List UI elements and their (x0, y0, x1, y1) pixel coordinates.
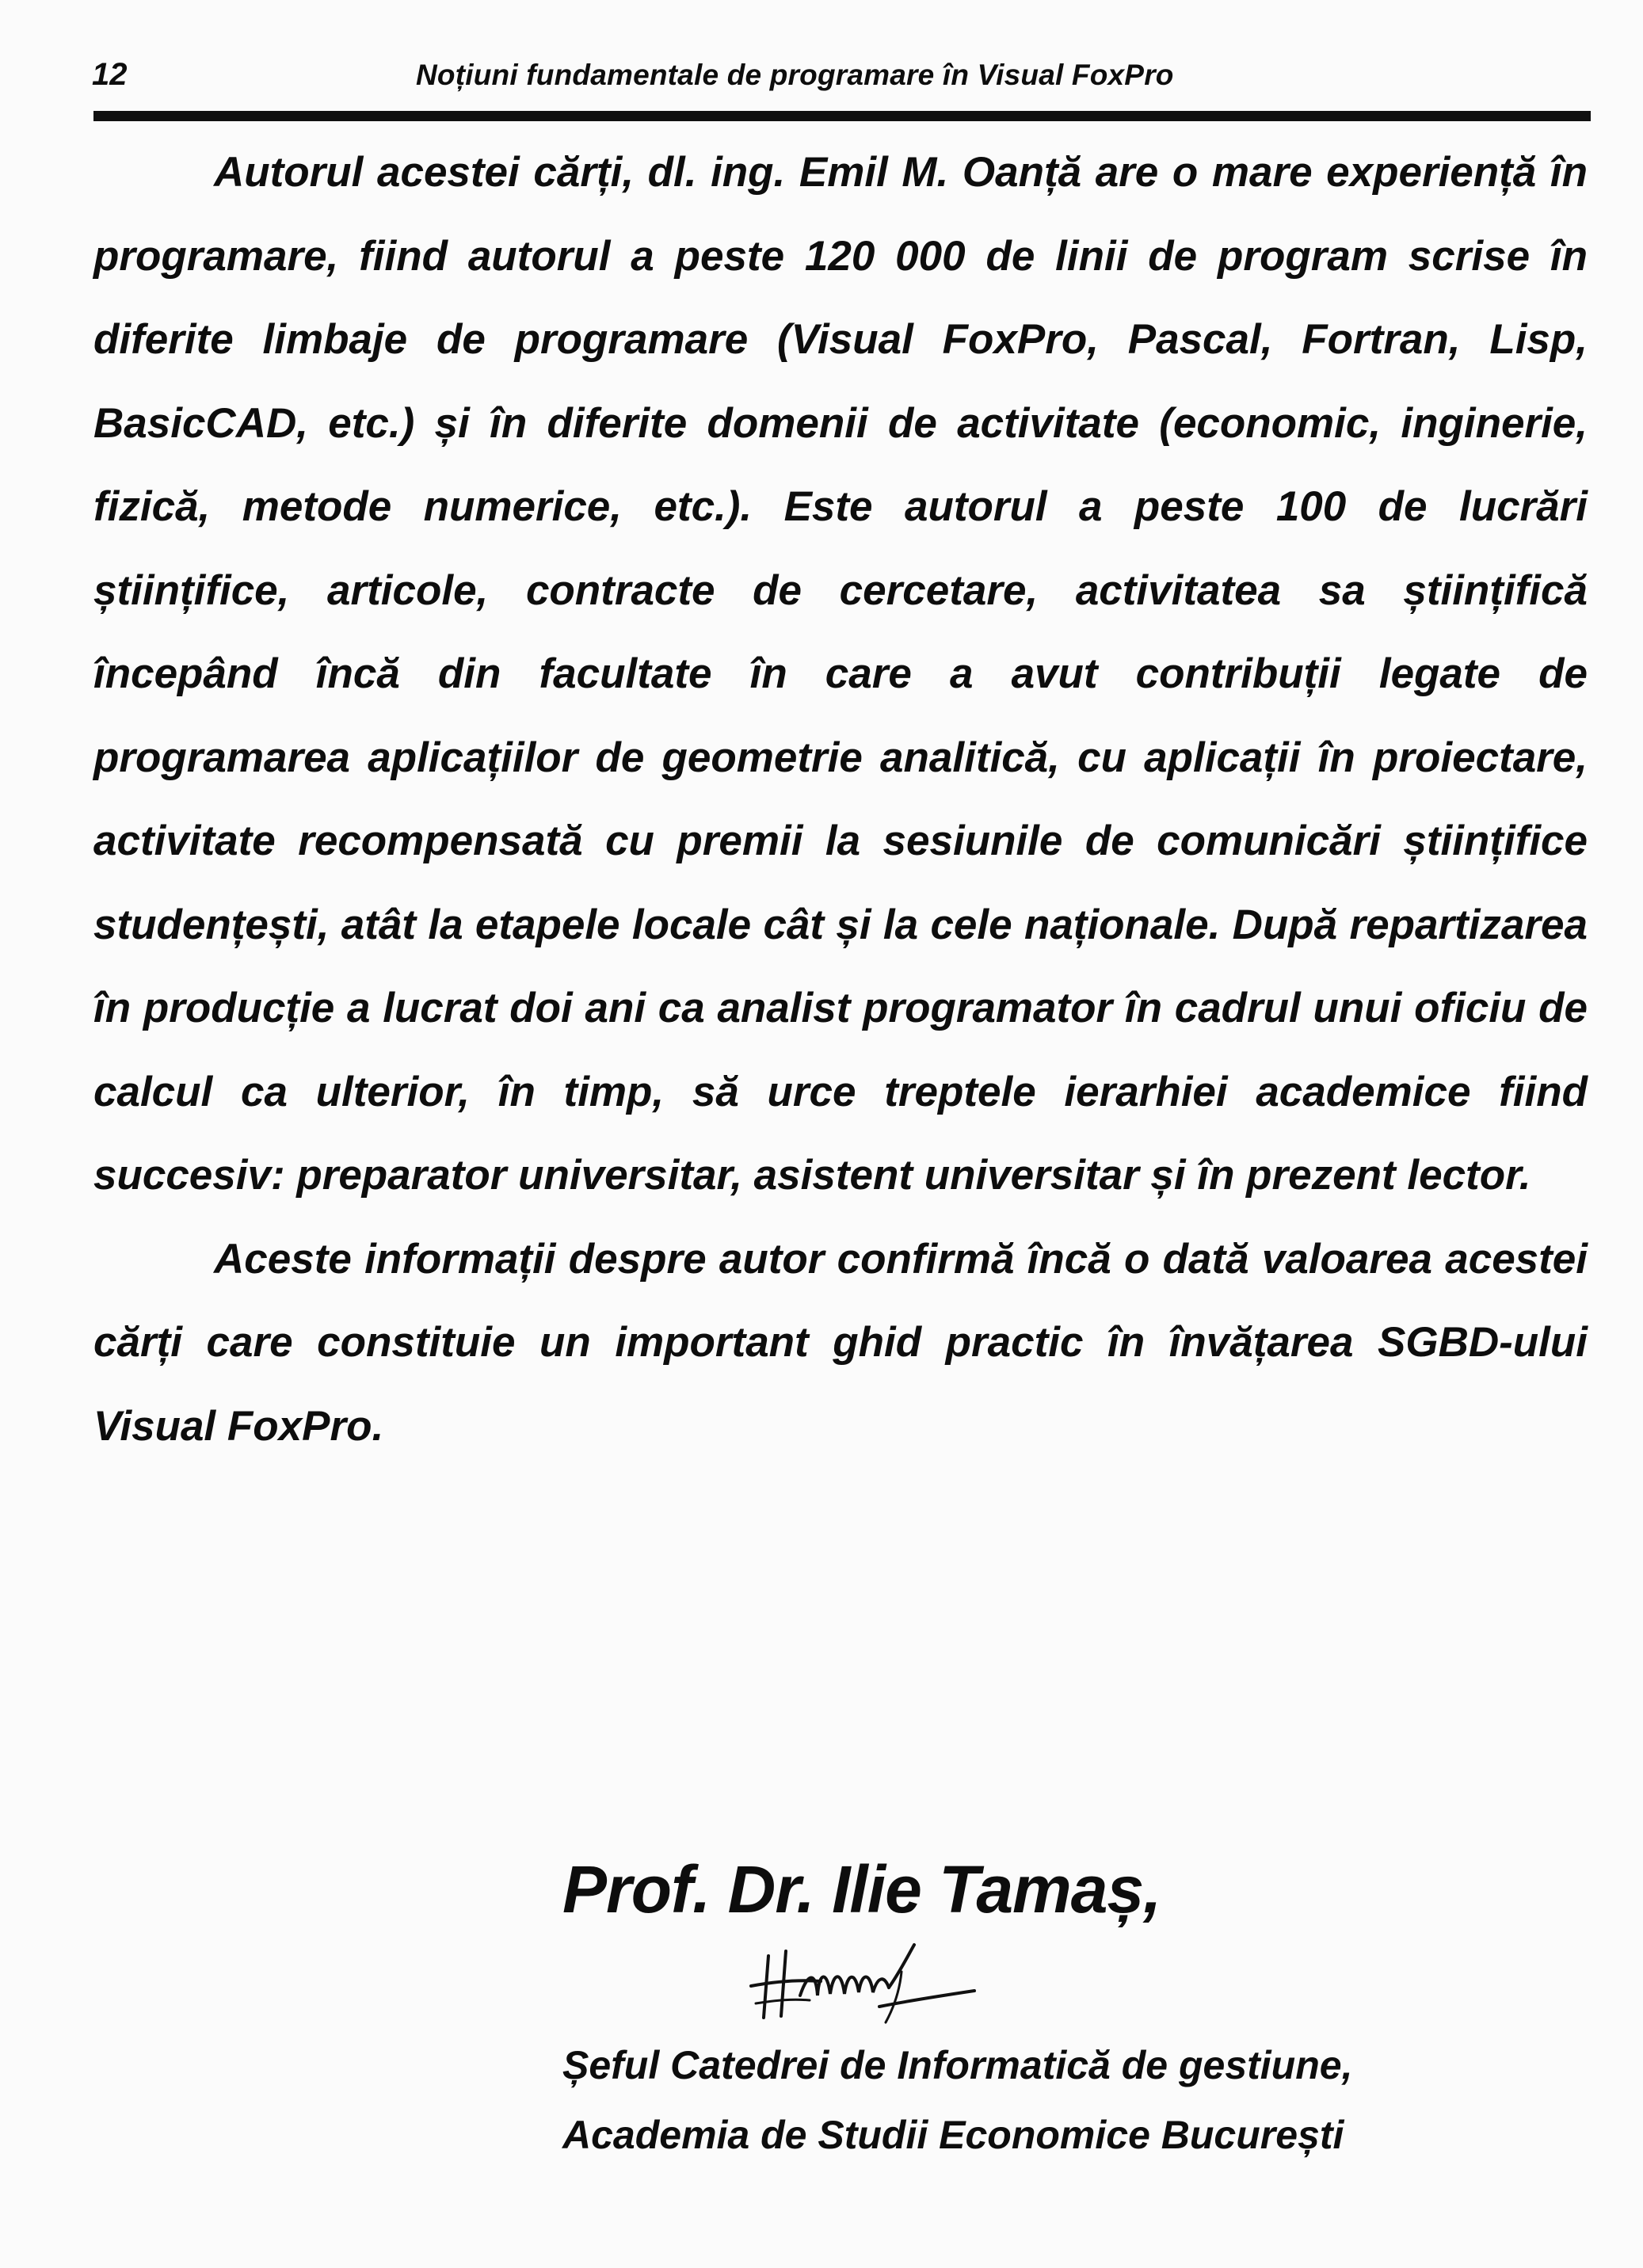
handwritten-signature (745, 1940, 982, 2027)
paragraph-conclusion: Aceste informații despre autor confirmă încă o dată valoarea acestei cărți care constituie un important ghid practic în învățarea SGBD-ului Visual FoxPro. (93, 1235, 1588, 1450)
page-header (87, 49, 1592, 97)
signer-name: Prof. Dr. Ilie Tamaș, (562, 1852, 1161, 1927)
signature-block (562, 1850, 1592, 2167)
page-number: 12 (92, 57, 128, 92)
header-rule (93, 111, 1591, 121)
running-title: Noțiuni fundamentale de programare în Visual FoxPro (416, 59, 1174, 91)
signer-role-department: Șeful Catedrei de Informatică de gestiune, (562, 2043, 1353, 2087)
paragraph-author-bio: Autorul acestei cărți, dl. ing. Emil M. Oanță are o mare experiență în programare, fiind autorul a peste 120 000 de linii de program scrise în diferite limbaje de programare (Visual FoxPro, Pascal, Fortran, Lisp, BasicCAD, etc.) și în diferite domenii de activitate (economic, inginerie, fizică, metode numerice, etc.). Este autorul a peste 100 de lucrări științifice, articole, contracte de cercetare, activitatea sa științifică începând încă din facultate în care a avut contribuții legate de programarea aplicațiilor de geometrie analitică, cu aplicații în proiectare, activitate recompensată cu premii la sesiunile de comunicări științifice studențești, atât la etapele locale cât și la cele naționale. După repartizarea în producție a lucrat doi ani ca analist programator în cadrul unui oficiu de calcul ca ulterior, în timp, să urce treptele ierarhiei academice fiind succesiv: preparator universitar, asistent universitar și în prezent lector. (93, 149, 1588, 1199)
signer-role-institution: Academia de Studii Economice București (562, 2113, 1344, 2157)
body-text (93, 131, 1588, 1468)
